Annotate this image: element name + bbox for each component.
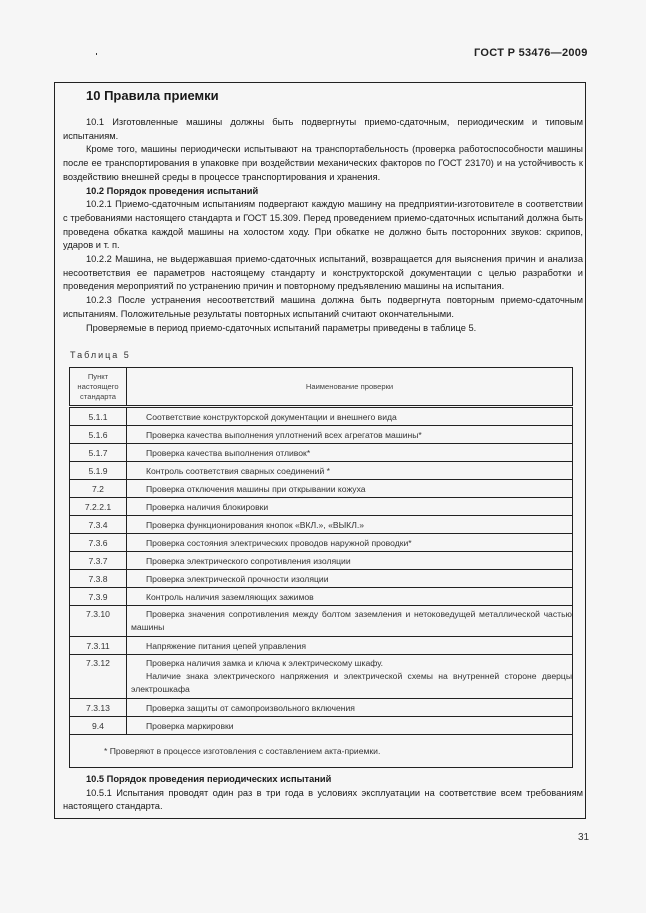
- paragraph: 10.2.3 После устранения несоответствий машина должна быть подвергнута повторным приемо-сдаточным испытаниям. Положительные результаты повторных испытаний считают окончательными.: [63, 295, 583, 319]
- row-clause: 5.1.1: [70, 407, 127, 426]
- row-clause: 7.3.11: [70, 637, 127, 655]
- table-row: [70, 588, 573, 606]
- row-clause: 7.2: [70, 480, 127, 498]
- row-clause: 7.3.9: [70, 588, 127, 606]
- row-clause: 7.3.8: [70, 570, 127, 588]
- table-caption: Таблица 5: [70, 350, 131, 360]
- page-number: 31: [578, 832, 590, 843]
- row-name: Проверка маркировки: [127, 717, 573, 735]
- row-name-line: Проверка наличия замка и ключа к электрическому шкафу.: [146, 658, 384, 668]
- paragraph: 10.5.1 Испытания проводят один раз в три года в условиях эксплуатации на соответствие всем требованиям настоящего стандарта.: [63, 787, 583, 812]
- table-row: [70, 717, 573, 735]
- row-name: Проверка отключения машины при открывании кожуха: [127, 480, 573, 498]
- table-row: [70, 444, 573, 462]
- table-row: [70, 480, 573, 498]
- table-row: [70, 606, 573, 637]
- text-bottom: [63, 773, 583, 814]
- table-row: [70, 534, 573, 552]
- table-row: [70, 407, 573, 426]
- row-name-line: Проверка значения сопротивления между болтом заземления и нетоковедущей металлической частью машины: [131, 609, 572, 632]
- section-title: 10 Правила приемки: [86, 88, 219, 103]
- row-clause: 7.3.7: [70, 552, 127, 570]
- table-row: [70, 699, 573, 717]
- paragraph: Проверяемые в период приемо-сдаточных испытаний параметры приведены в таблице 5.: [86, 322, 477, 333]
- row-name: Проверка наличия блокировки: [127, 498, 573, 516]
- row-clause: 7.3.6: [70, 534, 127, 552]
- paragraph: Кроме того, машины периодически испытывают на транспортабельность (проверка работоспособности машины после ее транспортирования в упаковке при воздействии механических факторов по ГОСТ 23170) и на устойчивость к воздействию внешней среды в процессе транспортирования и хранения.: [63, 144, 583, 182]
- row-clause: 9.4: [70, 717, 127, 735]
- row-clause: 5.1.7: [70, 444, 127, 462]
- row-name: Проверка состояния электрических проводов наружной проводки*: [127, 534, 573, 552]
- row-name: Соответствие конструкторской документации и внешнего вида: [127, 407, 573, 426]
- row-name: [127, 606, 573, 637]
- table-row: [70, 552, 573, 570]
- row-name: [127, 655, 573, 699]
- subsection-heading: 10.5 Порядок проведения периодических испытаний: [86, 774, 332, 784]
- table-row: [70, 498, 573, 516]
- table-row: [70, 637, 573, 655]
- row-name: Проверка защиты от самопроизвольного включения: [127, 699, 573, 717]
- header-name: Наименование проверки: [127, 368, 573, 407]
- row-name: Проверка качества выполнения уплотнений всех агрегатов машины*: [127, 426, 573, 444]
- paragraph: 10.2.2 Машина, не выдержавшая приемо-сдаточных испытаний, возвращается для выяснения причин и анализа несоответствия ее параметров настоящему стандарту и конструкторской документации с целью разработки и проведения мероприятий по устранению причин и повторному предъявлению машины на испытания.: [63, 254, 583, 292]
- row-name: Контроль наличия заземляющих зажимов: [127, 588, 573, 606]
- row-clause: 7.3.10: [70, 606, 127, 637]
- row-name: Напряжение питания цепей управления: [127, 637, 573, 655]
- subsection-heading: 10.2 Порядок проведения испытаний: [86, 185, 259, 196]
- table-row: [70, 655, 573, 699]
- row-name: Контроль соответствия сварных соединений *: [127, 462, 573, 480]
- row-clause: 5.1.9: [70, 462, 127, 480]
- checks-table: [69, 367, 573, 768]
- table-row: [70, 516, 573, 534]
- document-code: ГОСТ Р 53476—2009: [474, 47, 588, 59]
- text-top: [63, 116, 583, 335]
- table-row: [70, 570, 573, 588]
- row-clause: 7.3.13: [70, 699, 127, 717]
- table-footnote-row: [70, 735, 573, 768]
- row-clause: 5.1.6: [70, 426, 127, 444]
- table-header-row: [70, 368, 573, 407]
- table-footnote: * Проверяют в процессе изготовления с составлением акта-приемки.: [70, 735, 573, 768]
- header-clause: Пункт настоящего стандарта: [70, 368, 127, 407]
- scan-speck: [96, 53, 97, 55]
- table-row: [70, 426, 573, 444]
- row-name-line: Наличие знака электрического напряжения и электрической схемы на внутренней стороне дверцы электрошкафа: [131, 671, 572, 694]
- paragraph: 10.1 Изготовленные машины должны быть подвергнуты приемо-сдаточным, периодическим и типовым испытаниям.: [63, 117, 583, 141]
- row-clause: 7.3.4: [70, 516, 127, 534]
- paragraph: 10.2.1 Приемо-сдаточным испытаниям подвергают каждую машину на предприятии-изготовителе в соответствии с требованиями настоящего стандарта и ГОСТ 15.309. Перед проведением приемо-сдаточных испытаний должна быть проведена обкатка каждой машины на холостом ходу. При обкатке не должно быть посторонних звуков: скрипов, ударов и т. п.: [63, 199, 583, 251]
- row-name: Проверка функционирования кнопок «ВКЛ.», «ВЫКЛ.»: [127, 516, 573, 534]
- row-clause: 7.3.12: [70, 655, 127, 699]
- row-name: Проверка качества выполнения отливок*: [127, 444, 573, 462]
- row-name: Проверка электрического сопротивления изоляции: [127, 552, 573, 570]
- row-clause: 7.2.2.1: [70, 498, 127, 516]
- row-name: Проверка электрической прочности изоляции: [127, 570, 573, 588]
- table-row: [70, 462, 573, 480]
